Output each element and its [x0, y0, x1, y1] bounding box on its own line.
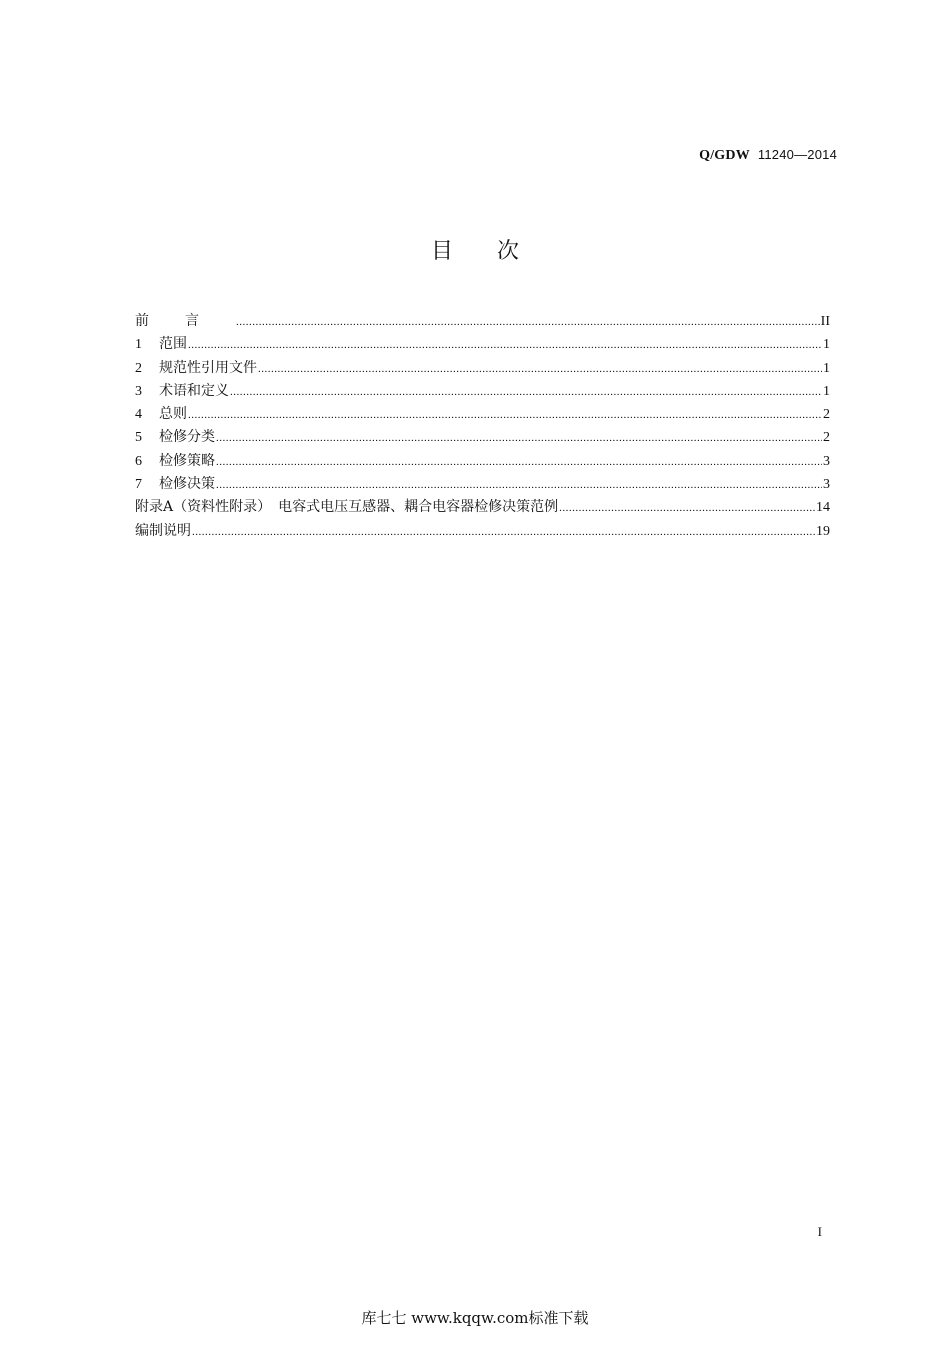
- toc-entry-label: [135, 426, 215, 449]
- toc-entry-title: 术语和定义: [159, 382, 229, 399]
- toc-entry-number: 4: [135, 407, 142, 423]
- toc-entry-page: 14: [816, 500, 830, 516]
- footer-source: 库七七 www.kqqw.com标准下载: [361, 1309, 589, 1327]
- toc-entry-3[interactable]: [135, 380, 830, 403]
- toc-entry-compilation-notes[interactable]: [135, 520, 830, 543]
- document-code-number: 11240—2014: [757, 147, 837, 162]
- table-of-contents: [135, 310, 830, 543]
- toc-leader: [258, 358, 822, 381]
- toc-entry-4[interactable]: [135, 403, 830, 426]
- toc-entry-label: [135, 380, 229, 403]
- toc-entry-label: [135, 357, 257, 380]
- toc-entry-7[interactable]: [135, 473, 830, 496]
- toc-entry-page: 3: [823, 477, 830, 493]
- toc-leader: [236, 311, 820, 334]
- toc-entry-page: 3: [823, 453, 830, 469]
- toc-entry-title: 检修分类: [159, 429, 215, 446]
- toc-entry-label: [135, 450, 215, 473]
- toc-entry-page: 2: [823, 430, 830, 446]
- toc-entry-number: 6: [135, 453, 142, 469]
- toc-entry-page: 2: [823, 407, 830, 423]
- document-code-prefix: Q/GDW: [699, 148, 750, 163]
- toc-entry-label: [135, 333, 187, 356]
- toc-leader: [188, 404, 822, 427]
- document-code: [699, 147, 837, 164]
- toc-entry-title: 检修决策: [159, 476, 215, 493]
- toc-entry-preface[interactable]: [135, 310, 830, 333]
- toc-entry-appendix-a[interactable]: [135, 496, 830, 519]
- toc-entry-2[interactable]: [135, 357, 830, 380]
- toc-entry-6[interactable]: [135, 450, 830, 473]
- toc-entry-number: 7: [135, 477, 142, 493]
- toc-leader: [216, 451, 822, 474]
- toc-entry-page: 1: [823, 337, 830, 353]
- toc-entry-title: 编制说明: [135, 522, 191, 539]
- toc-entry-label: [135, 310, 235, 333]
- toc-entry-label: [135, 520, 191, 543]
- toc-entry-page: 1: [823, 360, 830, 376]
- toc-entry-number: 1: [135, 337, 142, 353]
- toc-entry-label: [135, 403, 187, 426]
- toc-entry-page: II: [820, 314, 830, 329]
- toc-entry-title: 范围: [159, 336, 187, 353]
- toc-entry-title: 规范性引用文件: [159, 359, 257, 376]
- toc-entry-title: 检修策略: [159, 452, 215, 469]
- toc-entry-number: 5: [135, 430, 142, 446]
- page-number: I: [817, 1224, 822, 1239]
- toc-entry-number: 2: [135, 360, 142, 376]
- toc-entry-title: 总则: [159, 406, 187, 423]
- toc-leader: [188, 334, 822, 357]
- toc-leader: [216, 474, 822, 497]
- toc-leader: [559, 497, 815, 520]
- toc-title: 目次: [430, 239, 563, 264]
- toc-entry-5[interactable]: [135, 426, 830, 449]
- toc-leader: [216, 427, 822, 450]
- toc-entry-page: 1: [823, 383, 830, 399]
- toc-leader: [192, 521, 815, 544]
- toc-entry-number: 3: [135, 383, 142, 399]
- toc-entry-title: 附录A（资料性附录） 电容式电压互感器、耦合电容器检修决策范例: [135, 499, 559, 516]
- toc-leader: [230, 381, 822, 404]
- toc-entry-page: 19: [816, 523, 830, 539]
- toc-entry-title: 前言: [135, 313, 235, 329]
- toc-entry-label: [135, 496, 558, 519]
- toc-entry-1[interactable]: [135, 333, 830, 356]
- toc-entry-label: [135, 473, 215, 496]
